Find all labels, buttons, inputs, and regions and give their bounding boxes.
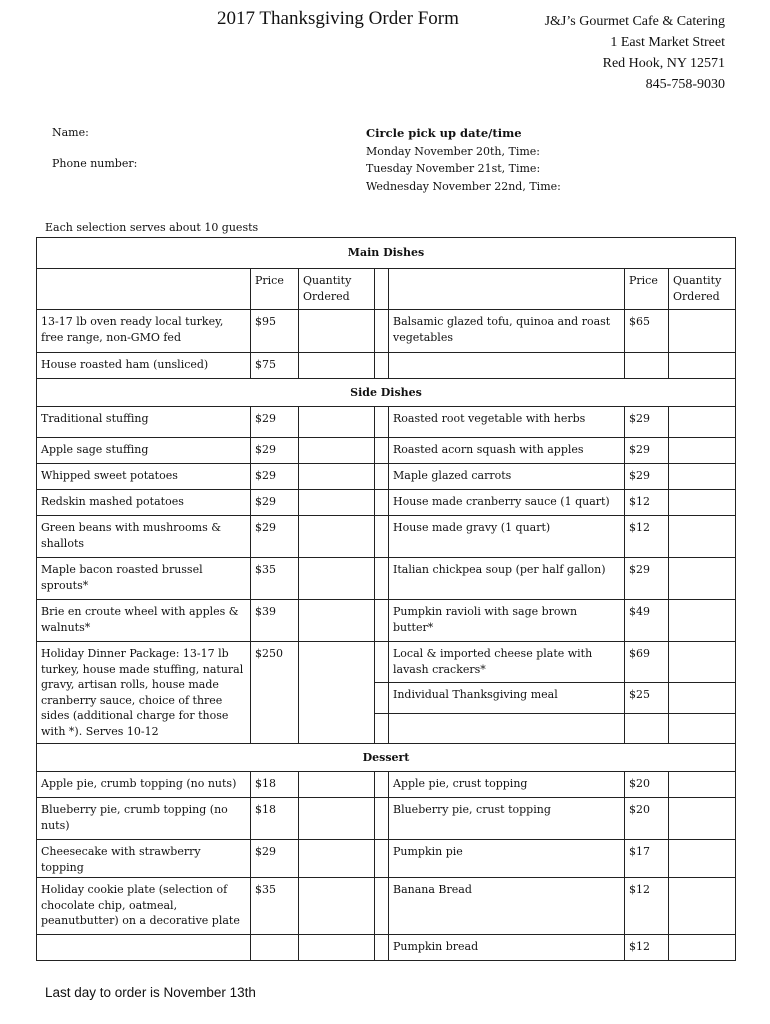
item-price (625, 353, 669, 379)
item-price: $95 (251, 310, 299, 353)
item-name: Local & imported cheese plate with lavash crackers* (389, 642, 625, 683)
spacer-cell (375, 798, 389, 840)
quantity-cell[interactable] (669, 353, 736, 379)
spacer-cell (375, 840, 389, 878)
quantity-cell[interactable] (669, 407, 736, 438)
quantity-cell[interactable] (669, 772, 736, 798)
spacer-cell (375, 407, 389, 438)
item-name: Maple glazed carrots (389, 464, 625, 490)
item-name: Whipped sweet potatoes (37, 464, 251, 490)
phone-label: Phone number: (52, 157, 138, 170)
table-row (37, 516, 736, 558)
spacer-cell (375, 438, 389, 464)
item-header (37, 269, 251, 310)
item-name: Balsamic glazed tofu, quinoa and roast vegetables (389, 310, 625, 353)
item-price: $29 (251, 407, 299, 438)
column-header-row (37, 269, 736, 310)
item-name: Apple pie, crust topping (389, 772, 625, 798)
quantity-cell[interactable] (299, 935, 375, 961)
section-header-row (37, 238, 736, 269)
spacer-cell (375, 772, 389, 798)
item-name: Traditional stuffing (37, 407, 251, 438)
item-price: $25 (625, 683, 669, 714)
quantity-cell[interactable] (669, 798, 736, 840)
item-price: $17 (625, 840, 669, 878)
order-deadline: Last day to order is November 13th (45, 985, 256, 1000)
item-price: $29 (625, 407, 669, 438)
quantity-cell[interactable] (299, 840, 375, 878)
item-name: Roasted root vegetable with herbs (389, 407, 625, 438)
item-price: $12 (625, 490, 669, 516)
spacer-cell (375, 935, 389, 961)
quantity-cell[interactable] (299, 642, 375, 744)
package-price: $250 (251, 642, 299, 744)
item-price: $18 (251, 772, 299, 798)
item-price: $18 (251, 798, 299, 840)
quantity-header: Quantity Ordered (669, 269, 736, 310)
item-name: House made cranberry sauce (1 quart) (389, 490, 625, 516)
item-price: $12 (625, 516, 669, 558)
quantity-cell[interactable] (299, 353, 375, 379)
quantity-cell[interactable] (669, 642, 736, 683)
item-price: $39 (251, 600, 299, 642)
item-price: $29 (625, 558, 669, 600)
item-price: $29 (251, 490, 299, 516)
quantity-cell[interactable] (299, 464, 375, 490)
item-name: Redskin mashed potatoes (37, 490, 251, 516)
company-phone: 845-758-9030 (645, 77, 725, 92)
item-price: $12 (625, 878, 669, 935)
item-name: Italian chickpea soup (per half gallon) (389, 558, 625, 600)
company-city: Red Hook, NY 12571 (602, 56, 725, 71)
quantity-cell[interactable] (669, 714, 736, 744)
item-price: $35 (251, 878, 299, 935)
quantity-cell[interactable] (669, 683, 736, 714)
item-price: $29 (251, 464, 299, 490)
table-row (37, 600, 736, 642)
item-price: $29 (251, 516, 299, 558)
table-row (37, 490, 736, 516)
item-price: $65 (625, 310, 669, 353)
section-title: Main Dishes (37, 238, 736, 269)
quantity-cell[interactable] (299, 310, 375, 353)
spacer-cell (375, 516, 389, 558)
item-name: Roasted acorn squash with apples (389, 438, 625, 464)
price-header: Price (625, 269, 669, 310)
table-row (37, 840, 736, 878)
quantity-cell[interactable] (669, 490, 736, 516)
quantity-cell[interactable] (669, 558, 736, 600)
item-name: Holiday cookie plate (selection of chocolate chip, oatmeal, peanutbutter) on a decorative plate (37, 878, 251, 935)
item-name (37, 935, 251, 961)
item-name: Maple bacon roasted brussel sprouts* (37, 558, 251, 600)
item-name: Pumpkin bread (389, 935, 625, 961)
quantity-cell[interactable] (299, 772, 375, 798)
item-name (389, 353, 625, 379)
package-item-name: Holiday Dinner Package: 13-17 lb turkey, house made stuffing, natural gravy, artisan rolls, house made cranberry sauce, choice of three sides (additional charge for those with *). Serves 10-12 (37, 642, 251, 744)
quantity-cell[interactable] (669, 464, 736, 490)
item-name: Cheesecake with strawberry topping (37, 840, 251, 878)
item-header (389, 269, 625, 310)
item-name: Banana Bread (389, 878, 625, 935)
item-price: $75 (251, 353, 299, 379)
pickup-option-tuesday[interactable]: Tuesday November 21st, Time: (366, 162, 541, 175)
spacer-cell (375, 714, 389, 744)
item-price: $29 (251, 438, 299, 464)
item-name: 13-17 lb oven ready local turkey, free range, non-GMO fed (37, 310, 251, 353)
table-row (37, 353, 736, 379)
item-price: $29 (625, 464, 669, 490)
item-name (389, 714, 625, 744)
section-header-row (37, 744, 736, 772)
item-name: Pumpkin ravioli with sage brown butter* (389, 600, 625, 642)
spacer-cell (375, 269, 389, 310)
item-price: $20 (625, 772, 669, 798)
pickup-heading: Circle pick up date/time (366, 126, 522, 140)
form-title: 2017 Thanksgiving Order Form (217, 8, 459, 29)
quantity-cell[interactable] (299, 490, 375, 516)
table-row (37, 464, 736, 490)
quantity-cell[interactable] (669, 840, 736, 878)
company-name: J&J’s Gourmet Cafe & Catering (544, 14, 725, 29)
spacer-cell (375, 464, 389, 490)
quantity-header: Quantity Ordered (299, 269, 375, 310)
item-price: $20 (625, 798, 669, 840)
item-price: $12 (625, 935, 669, 961)
name-label: Name: (52, 126, 89, 139)
table-row (37, 772, 736, 798)
quantity-cell[interactable] (299, 558, 375, 600)
item-price (625, 714, 669, 744)
spacer-cell (375, 683, 389, 714)
item-name: Individual Thanksgiving meal (389, 683, 625, 714)
company-info (545, 11, 725, 95)
table-row (37, 798, 736, 840)
item-price: $35 (251, 558, 299, 600)
section-title: Dessert (37, 744, 736, 772)
quantity-cell[interactable] (669, 516, 736, 558)
table-row (37, 438, 736, 464)
spacer-cell (375, 310, 389, 353)
item-price: $29 (625, 438, 669, 464)
table-row (37, 935, 736, 961)
quantity-cell[interactable] (299, 798, 375, 840)
item-price: $29 (251, 840, 299, 878)
section-header-row (37, 379, 736, 407)
spacer-cell (375, 558, 389, 600)
section-title: Side Dishes (37, 379, 736, 407)
item-name: Blueberry pie, crust topping (389, 798, 625, 840)
pickup-option-wednesday[interactable]: Wednesday November 22nd, Time: (366, 179, 561, 193)
quantity-cell[interactable] (669, 600, 736, 642)
quantity-cell[interactable] (669, 878, 736, 935)
item-name: Green beans with mushrooms & shallots (37, 516, 251, 558)
table-row (37, 878, 736, 935)
quantity-cell[interactable] (669, 438, 736, 464)
company-street: 1 East Market Street (610, 35, 725, 50)
spacer-cell (375, 490, 389, 516)
quantity-cell[interactable] (299, 600, 375, 642)
serves-note: Each selection serves about 10 guests (45, 221, 259, 234)
quantity-cell[interactable] (299, 407, 375, 438)
item-name: Pumpkin pie (389, 840, 625, 878)
item-name: House roasted ham (unsliced) (37, 353, 251, 379)
item-name: Blueberry pie, crumb topping (no nuts) (37, 798, 251, 840)
item-name: Apple sage stuffing (37, 438, 251, 464)
quantity-cell[interactable] (299, 878, 375, 935)
quantity-cell[interactable] (299, 438, 375, 464)
table-row (37, 642, 736, 683)
spacer-cell (375, 878, 389, 935)
price-header: Price (251, 269, 299, 310)
item-price (251, 935, 299, 961)
table-row (37, 310, 736, 353)
table-row (37, 407, 736, 438)
pickup-option-monday[interactable]: Monday November 20th, Time: (366, 144, 540, 158)
item-price: $49 (625, 600, 669, 642)
table-row (37, 558, 736, 600)
item-name: House made gravy (1 quart) (389, 516, 625, 558)
spacer-cell (375, 642, 389, 683)
item-name: Brie en croute wheel with apples & walnuts* (37, 600, 251, 642)
quantity-cell[interactable] (299, 516, 375, 558)
pickup-section (366, 125, 561, 195)
spacer-cell (375, 353, 389, 379)
item-price: $69 (625, 642, 669, 683)
order-table (36, 237, 736, 961)
quantity-cell[interactable] (669, 935, 736, 961)
item-name: Apple pie, crumb topping (no nuts) (37, 772, 251, 798)
quantity-cell[interactable] (669, 310, 736, 353)
spacer-cell (375, 600, 389, 642)
